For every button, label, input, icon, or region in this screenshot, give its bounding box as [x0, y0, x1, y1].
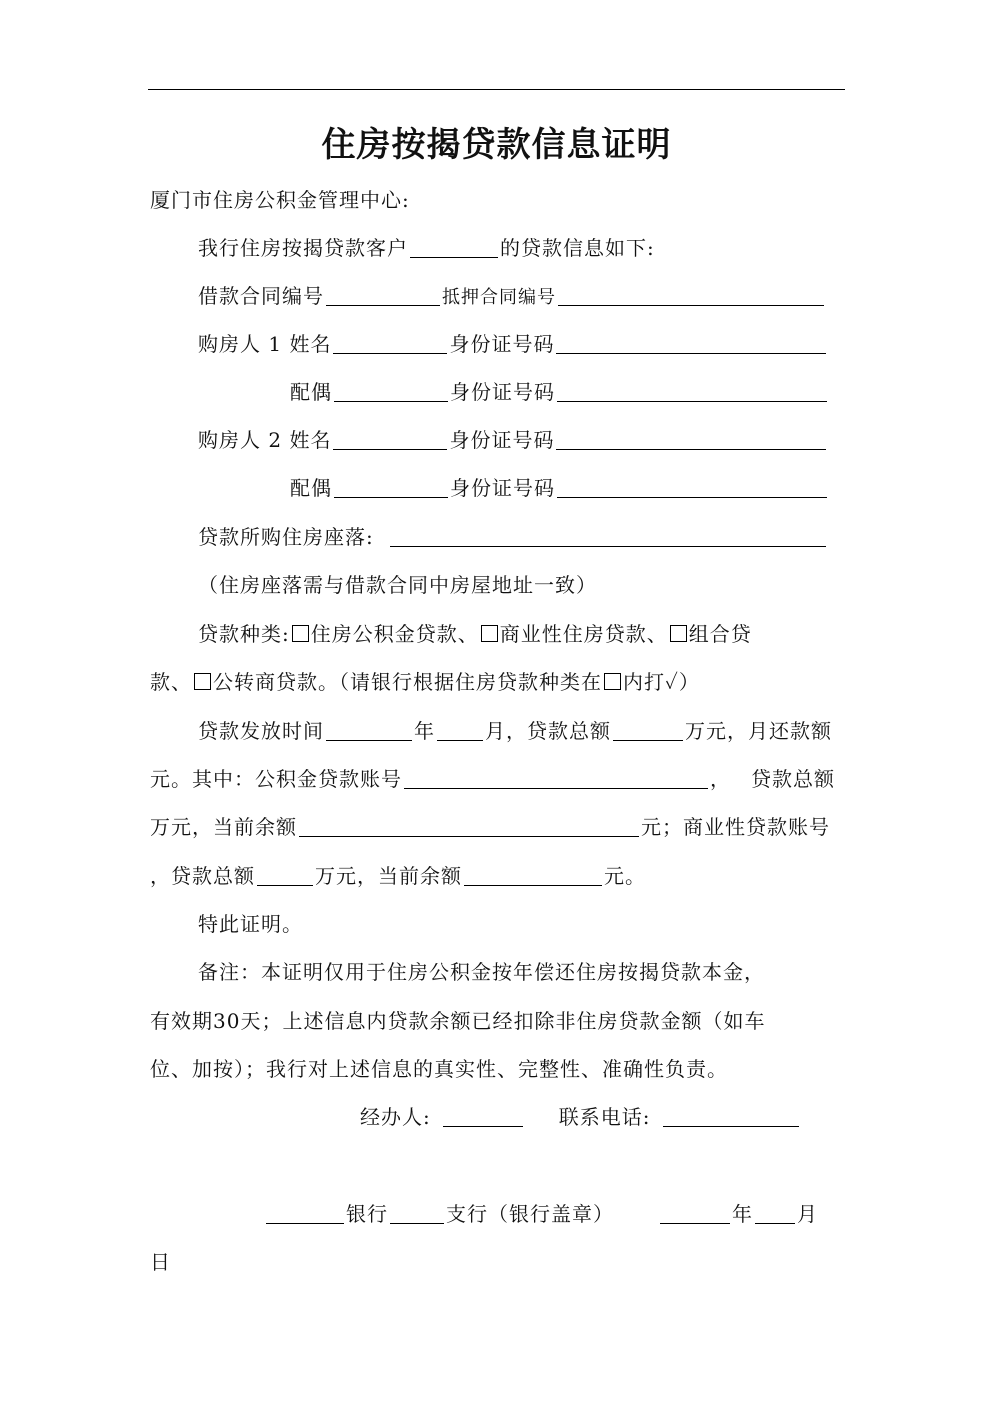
remark-line-2: 有效期30天；上述信息内贷款余额已经扣除非住房贷款金额（如车 — [150, 1009, 766, 1033]
loan-type-line-2: 款、 公转商贷款。（请银行根据住房贷款种类在 内打✓） — [150, 670, 700, 694]
buyer2-name-field[interactable] — [333, 427, 447, 450]
provident-balance-field[interactable] — [299, 814, 639, 837]
location-note: （住房座落需与借款合同中房屋地址一致） — [198, 573, 597, 597]
remark-line-1: 备注：本证明仅用于住房公积金按年偿还住房按揭贷款本金， — [198, 960, 765, 984]
provident-fund-loan-checkbox[interactable] — [292, 625, 309, 642]
phone-field[interactable] — [663, 1104, 799, 1127]
buyer2-line: 购房人 2 姓名 身份证号码 — [150, 425, 845, 455]
total-loan-field[interactable] — [613, 718, 683, 741]
signoff-line: 银行 支行（银行盖章） 年 月 — [150, 1199, 845, 1229]
bank-name-field[interactable] — [266, 1201, 344, 1224]
sign-month-field[interactable] — [755, 1201, 795, 1224]
intro-line: 我行住房按揭贷款客户 的贷款信息如下: — [198, 236, 655, 260]
buyer1-line: 购房人 1 姓名 身份证号码 — [150, 329, 845, 359]
combined-loan-checkbox[interactable] — [670, 625, 687, 642]
provident-account-field[interactable] — [404, 766, 708, 789]
commercial-total-field[interactable] — [257, 863, 313, 886]
buyer1-id-field[interactable] — [556, 331, 826, 354]
certify-line: 特此证明。 — [198, 912, 303, 936]
disbursement-line-3: 万元，当前余额 元；商业性贷款账号 — [150, 815, 830, 839]
property-location-field[interactable] — [390, 524, 826, 547]
buyer1-name-field[interactable] — [333, 331, 447, 354]
header-rule — [148, 89, 845, 90]
disburse-year-field[interactable] — [326, 718, 412, 741]
loan-type-line-1: 贷款种类: 住房公积金贷款、 商业性住房贷款、 组合贷 — [198, 622, 752, 646]
handler-name-field[interactable] — [443, 1104, 523, 1127]
spouse1-name-field[interactable] — [334, 379, 448, 402]
remark-line-3: 位、加按）；我行对上述信息的真实性、完整性、准确性负责。 — [150, 1057, 728, 1081]
checkbox-example-icon — [604, 673, 621, 690]
disbursement-line-1: 贷款发放时间 年 月，贷款总额 万元，月还款额 — [198, 719, 832, 743]
buyer2-id-field[interactable] — [556, 427, 826, 450]
disbursement-line-2: 元。其中：公积金贷款账号 ， 贷款总额 — [150, 767, 835, 791]
page-title: 住房按揭贷款信息证明 — [321, 125, 672, 165]
commercial-loan-checkbox[interactable] — [481, 625, 498, 642]
addressee: 厦门市住房公积金管理中心: — [150, 188, 410, 212]
spouse1-line: 配偶 身份证号码 — [150, 377, 845, 407]
signoff-day: 日 — [150, 1250, 171, 1274]
spouse1-id-field[interactable] — [557, 379, 827, 402]
spouse2-id-field[interactable] — [557, 475, 827, 498]
contract-line: 借款合同编号 抵押合同编号 — [150, 281, 845, 313]
branch-name-field[interactable] — [390, 1201, 444, 1224]
commercial-balance-field[interactable] — [464, 863, 602, 886]
location-line: 贷款所购住房座落: — [150, 522, 845, 552]
spouse2-name-field[interactable] — [334, 475, 448, 498]
mortgage-contract-number-field[interactable] — [558, 283, 824, 306]
disbursement-line-4: ，贷款总额 万元，当前余额 元。 — [150, 864, 646, 888]
loan-contract-number-field[interactable] — [326, 283, 440, 306]
customer-name-field[interactable] — [410, 235, 498, 258]
disburse-month-field[interactable] — [437, 718, 483, 741]
transfer-loan-checkbox[interactable] — [194, 673, 211, 690]
handler-line: 经办人: 联系电话: — [150, 1102, 845, 1132]
sign-year-field[interactable] — [660, 1201, 730, 1224]
spouse2-line: 配偶 身份证号码 — [150, 473, 845, 503]
